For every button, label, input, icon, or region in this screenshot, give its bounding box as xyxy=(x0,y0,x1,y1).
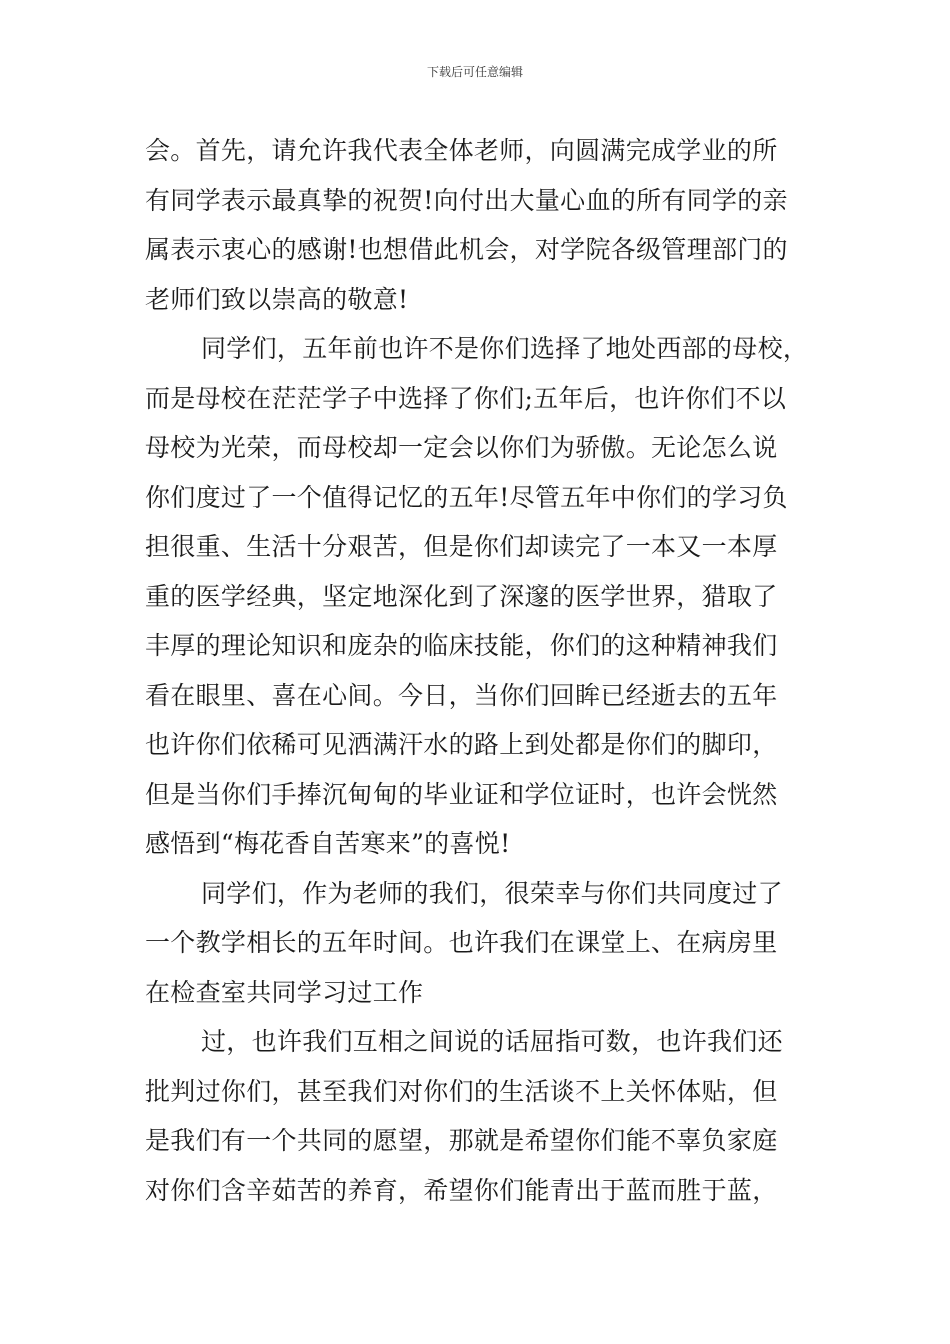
text-line: 担很重、生活十分艰苦，但是你们却读完了一本又一本厚 xyxy=(145,532,778,561)
text-line: 会。首先，请允许我代表全体老师，向圆满完成学业的所 xyxy=(145,136,778,165)
text-line: 过，也许我们互相之间说的话屈指可数，也许我们还 xyxy=(201,1027,783,1056)
text-line: 是我们有一个共同的愿望，那就是希望你们能不辜负家庭 xyxy=(145,1126,778,1155)
text-line: 有同学表示最真挚的祝贺!向付出大量心血的所有同学的亲 xyxy=(145,185,788,215)
document-body xyxy=(145,126,810,1215)
text-line: 老师们致以崇高的敬意! xyxy=(145,284,409,314)
text-line: 同学们，作为老师的我们，很荣幸与你们共同度过了 xyxy=(201,878,783,908)
text-line: 丰厚的理论知识和庞杂的临床技能，你们的这种精神我们 xyxy=(145,631,778,660)
text-line: 也许你们依稀可见洒满汗水的路上到处都是你们的脚印， xyxy=(145,730,778,759)
text-line: 重的医学经典，坚定地深化到了深邃的医学世界，猎取了 xyxy=(145,581,778,611)
text-line: 而是母校在茫茫学子中选择了你们;五年后，也许你们不以 xyxy=(145,383,787,413)
text-line: 批判过你们，甚至我们对你们的生活谈不上关怀体贴，但 xyxy=(145,1076,778,1106)
text-line: 看在眼里、喜在心间。今日，当你们回眸已经逝去的五年 xyxy=(145,680,778,710)
text-line: 在检查室共同学习过工作 xyxy=(145,977,424,1007)
paragraph-1 xyxy=(145,126,810,324)
text-line: 属表示衷心的感谢!也想借此机会，对学院各级管理部门的 xyxy=(145,235,788,264)
text-line: 一个教学相长的五年时间。也许我们在课堂上、在病房里 xyxy=(145,928,778,957)
paragraph-3 xyxy=(145,869,810,1018)
text-line: 你们度过了一个值得记忆的五年!尽管五年中你们的学习负 xyxy=(145,482,788,512)
text-line: 同学们，五年前也许不是你们选择了地处西部的母校， xyxy=(201,334,809,363)
paragraph-2 xyxy=(145,324,810,869)
text-line: 感悟到“梅花香自苦寒来”的喜悦! xyxy=(145,829,511,858)
text-line: 但是当你们手捧沉甸甸的毕业证和学位证时，也许会恍然 xyxy=(145,779,778,809)
text-line: 母校为光荣，而母校却一定会以你们为骄傲。无论怎么说 xyxy=(145,433,778,462)
text-line: 对你们含辛茹苦的养育，希望你们能青出于蓝而胜于蓝， xyxy=(145,1175,778,1205)
paragraph-4 xyxy=(145,1017,810,1215)
page-header: 下载后可任意编辑 xyxy=(426,65,523,79)
